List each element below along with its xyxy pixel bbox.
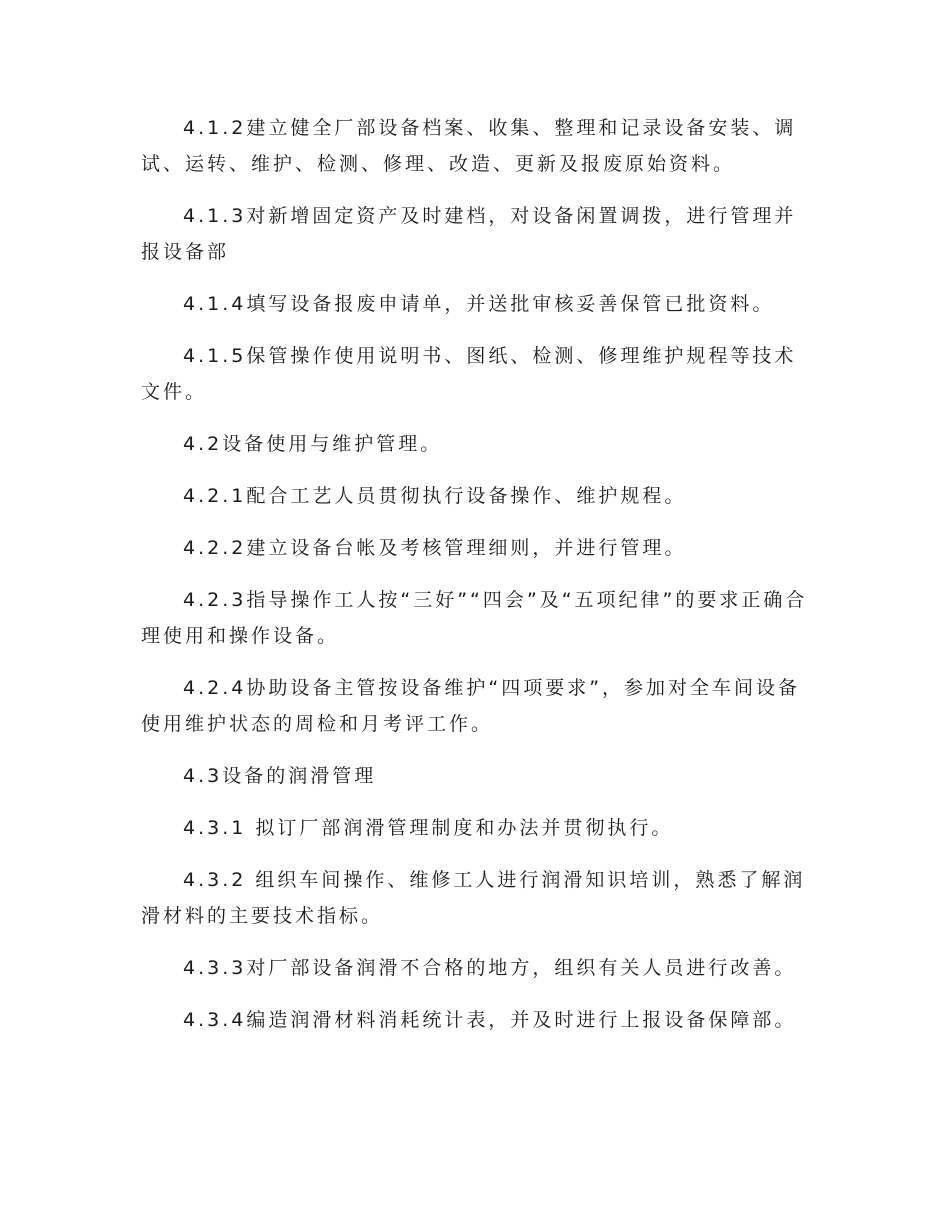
section-heading-4-3: 4.3设备的润滑管理 (183, 765, 377, 787)
paragraph-4-1-2: 4.1.2建立健全厂部设备档案、收集、整理和记录设备安装、调试、运转、维护、检测、修理、改造、更新及报废原始资料。 (141, 117, 797, 175)
paragraph-4-2-2: 4.2.2建立设备台帐及考核管理细则，并进行管理。 (183, 537, 687, 559)
paragraph-4-1-5: 4.1.5保管操作使用说明书、图纸、检测、修理维护规程等技术文件。 (141, 345, 797, 403)
paragraph-4-3-2: 4.3.2 组织车间操作、维修工人进行润滑知识培训，熟悉了解润滑材料的主要技术指标。 (141, 869, 806, 927)
paragraph-4-2-1: 4.2.1配合工艺人员贯彻执行设备操作、维护规程。 (183, 485, 687, 507)
section-heading-4-2: 4.2设备使用与维护管理。 (183, 433, 443, 455)
paragraph-4-2-3: 4.2.3指导操作工人按“三好”“四会”及“五项纪律”的要求正确合理使用和操作设备。 (141, 589, 808, 647)
paragraph-4-2-4: 4.2.4协助设备主管按设备维护“四项要求”，参加对全车间设备使用维护状态的周检和月考评工作。 (141, 677, 801, 735)
paragraph-4-3-3: 4.3.3对厂部设备润滑不合格的地方，组织有关人员进行改善。 (183, 957, 797, 979)
paragraph-4-3-4: 4.3.4编造润滑材料消耗统计表，并及时进行上报设备保障部。 (183, 1009, 797, 1031)
paragraph-4-1-3: 4.1.3对新增固定资产及时建档，对设备闲置调拨，进行管理并报设备部 (141, 205, 797, 263)
paragraph-4-1-4: 4.1.4填写设备报废申请单，并送批审核妥善保管已批资料。 (183, 293, 775, 315)
document-body (141, 110, 811, 1054)
paragraph-4-3-1: 4.3.1 拟订厂部润滑管理制度和办法并贯彻执行。 (183, 817, 674, 839)
